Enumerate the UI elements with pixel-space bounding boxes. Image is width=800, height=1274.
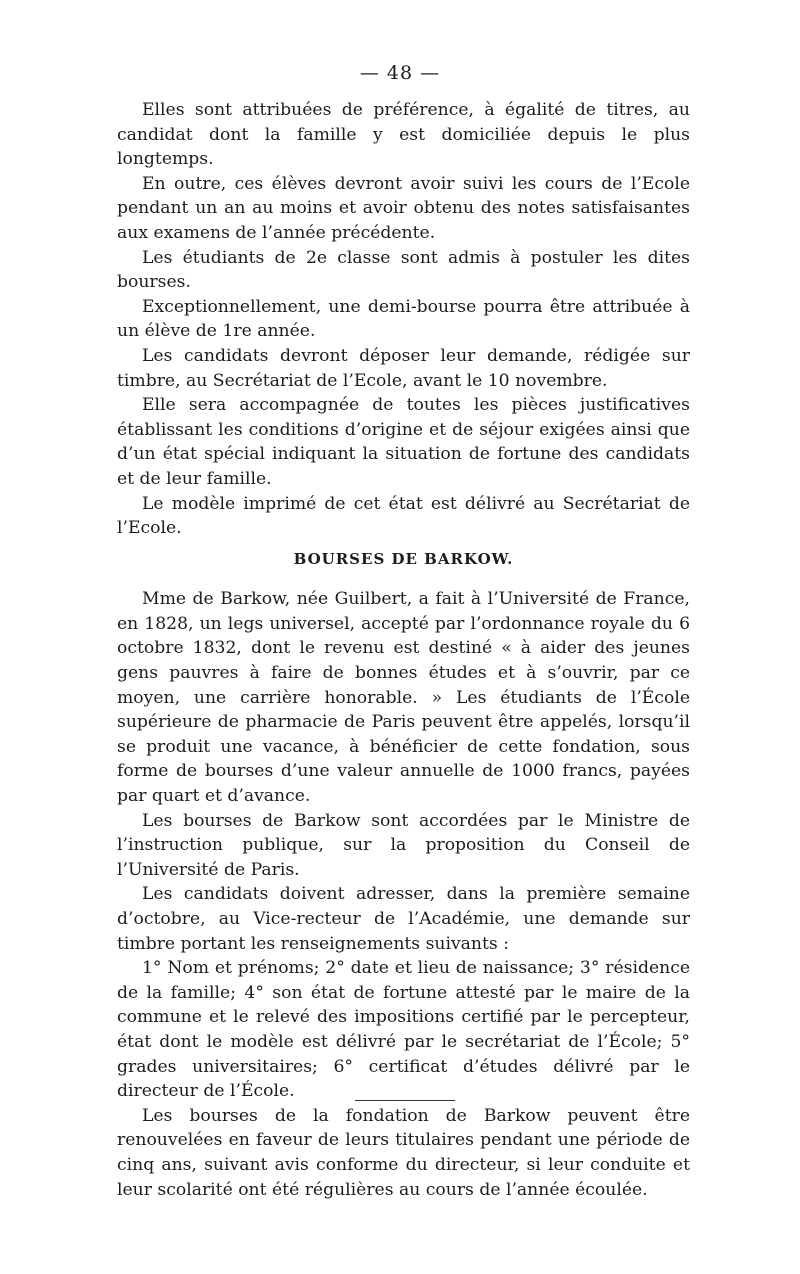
paragraph: Exceptionnellement, une demi-bourse pourra être attribuée à un élève de 1re année.	[117, 296, 690, 342]
end-rule	[355, 1100, 455, 1101]
section-heading: BOURSES DE BARKOW.	[293, 549, 514, 568]
paragraph: Mme de Barkow, née Guilbert, a fait à l’Université de France, en 1828, un legs universel, accepté par l’ordonnance royale du 6 octobre 1832, dont le revenu est destiné « à aider des jeunes gens pauvres à faire de bonnes études et à s’ouvrir, par ce moyen, une carrière honorable. » Les étudiants de l’École supérieure de pharmacie de Paris peuvent être appelés, lorsqu’il se produit une vacance, à bénéficier de cette fondation, sous forme de bourses d’une valeur annuelle de 1000 francs, payées par quart et d’avance.	[117, 589, 690, 807]
paragraph: Les candidats doivent adresser, dans la première semaine d’octobre, au Vice-recteur de l’Académie, une demande sur timbre portant les renseignements suivants :	[117, 884, 690, 954]
paragraph: Les bourses de Barkow sont accordées par le Ministre de l’instruction publique, sur la proposition du Conseil de l’Université de Paris.	[117, 810, 690, 880]
paragraph: Les étudiants de 2e classe sont admis à postuler les dites bourses.	[117, 247, 690, 293]
paragraph: Les bourses de la fondation de Barkow peuvent être renouvelées en faveur de leurs titulaires pendant une période de cinq ans, suivant avis conforme du directeur, si leur conduite et leur scolarité ont été régulières au cours de l’année écoulée.	[117, 1105, 690, 1200]
paragraph: En outre, ces élèves devront avoir suivi les cours de l’Ecole pendant un an au moins et avoir obtenu des notes satisfaisantes aux examens de l’année précédente.	[117, 173, 690, 243]
body-text	[117, 98, 690, 1202]
paragraph: Elle sera accompagnée de toutes les pièces justificatives établissant les conditions d’origine et de séjour exigées ainsi que d’un état spécial indiquant la situation de fortune des candidats et de leur famille.	[117, 395, 690, 489]
page-number: — 48 —	[359, 62, 441, 84]
paragraph: Le modèle imprimé de cet état est délivré au Secrétariat de l’Ecole.	[117, 493, 690, 539]
paragraph: Les candidats devront déposer leur demande, rédigée sur timbre, au Secrétariat de l’Ecole, avant le 10 novembre.	[117, 345, 690, 391]
paragraph: Elles sont attribuées de préférence, à égalité de titres, au candidat dont la famille y est domiciliée depuis le plus longtemps.	[117, 100, 690, 170]
paragraph: 1° Nom et prénoms; 2° date et lieu de naissance; 3° résidence de la famille; 4° son état de fortune attesté par le maire de la commune et le relevé des impositions certifié par le percepteur, état dont le modèle est délivré par le secrétariat de l’École; 5° grades universitaires; 6° certificat d’études délivré par le directeur de l’École.	[117, 958, 690, 1102]
